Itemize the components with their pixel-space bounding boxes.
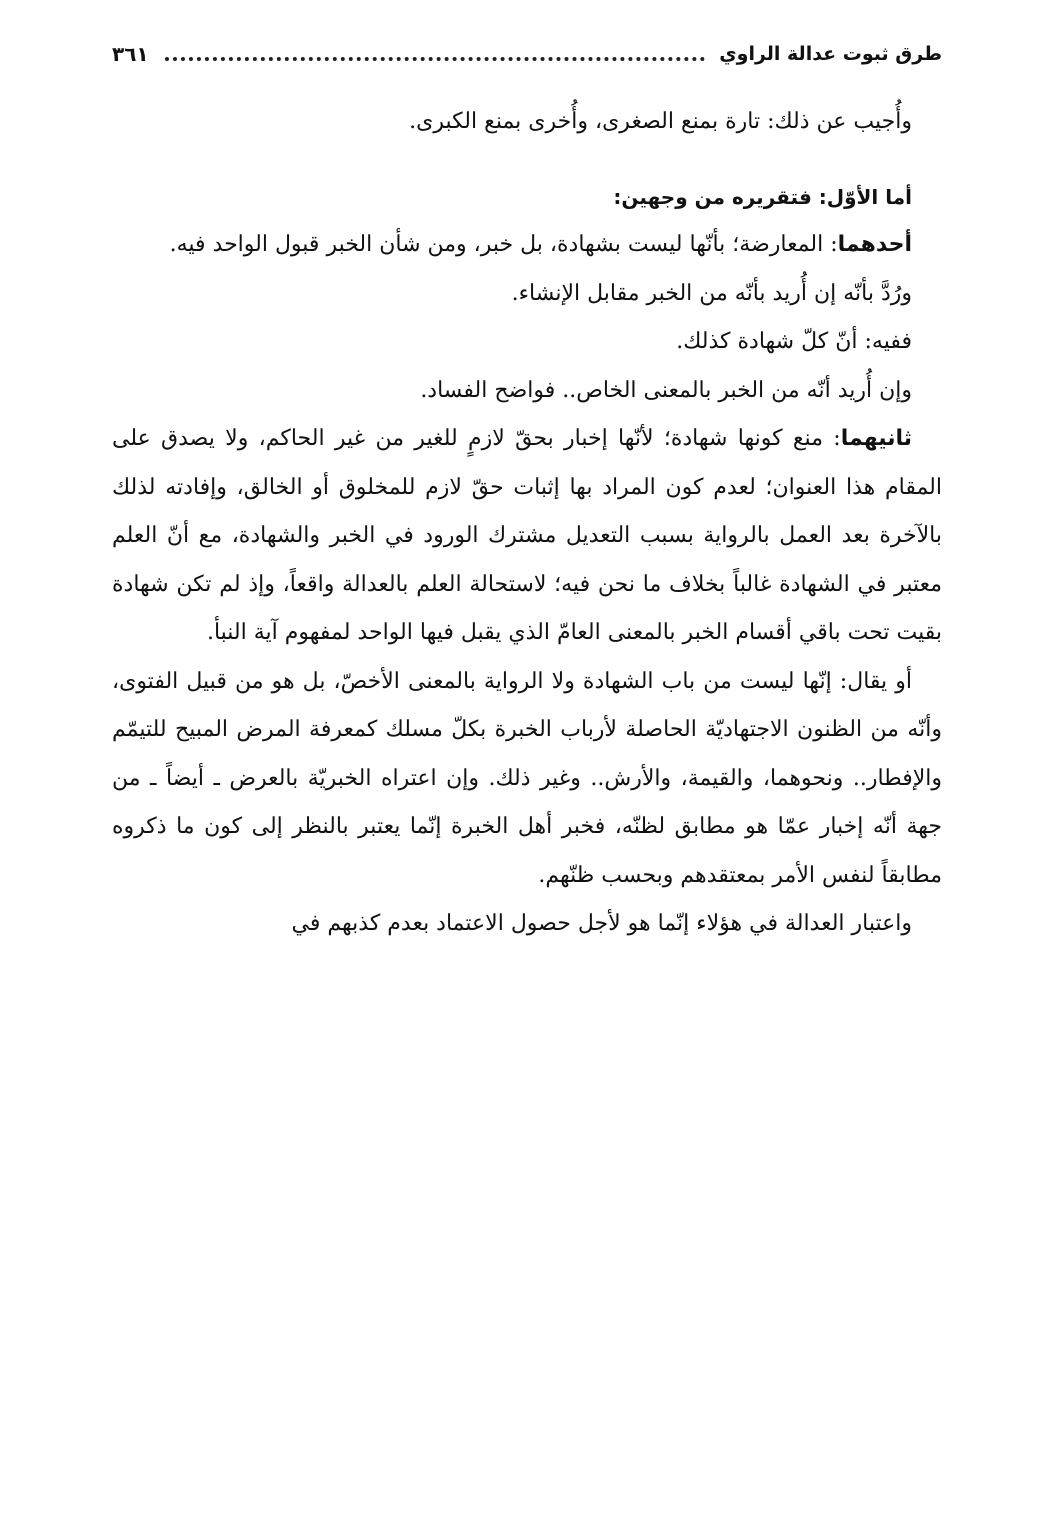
- leader-dots: [165, 57, 706, 61]
- book-page: [112, 28, 942, 1498]
- paragraph-first-point: [112, 221, 942, 270]
- paragraph-second-point: [112, 415, 942, 658]
- paragraph-lead-word: ثانيهما: [840, 426, 912, 451]
- running-head: [112, 28, 942, 80]
- paragraph-answer: وأُجيب عن ذلك: تارة بمنع الصغرى، وأُخرى بمنع الكبرى.: [409, 109, 912, 134]
- paragraph-continuation: واعتبار العدالة في هؤلاء إنّما هو لأجل حصول الاعتماد بعدم كذبهم في: [291, 911, 912, 936]
- paragraph-rebuttal-1: ففيه: أنّ كلّ شهادة كذلك.: [676, 329, 912, 354]
- paragraph-alternative: أو يقال: إنّها ليست من باب الشهادة ولا الرواية بالمعنى الأخصّ، بل هو من قبيل الفتوى، وأنّه من الظنون الاجتهاديّة الحاصلة لأرباب الخبرة بكلّ مسلك كمعرفة المرض المبيح للتيمّم والإفطار.. ونحوهما، والقيمة، والأرش.. وغير ذلك. وإن اعتراه الخبريّة بالعرض ـ أيضاً ـ من جهة أنّه إخبار عمّا هو مطابق لظنّه، فخبر أهل الخبرة إنّما يعتبر بالنظر إلى كون ما ذكروه مطابقاً لنفس الأمر بمعتقدهم وبحسب ظنّهم.: [112, 668, 942, 888]
- section-heading: أما الأوّل: فتقريره من وجهين:: [613, 184, 912, 209]
- paragraph-rebuttal: ورُدَّ بأنّه إن أُريد بأنّه من الخبر مقابل الإنشاء.: [511, 280, 912, 306]
- paragraph-text: : المعارضة؛ بأنّها ليست بشهادة، بل خبر، ومن شأن الخبر قبول الواحد فيه.: [169, 232, 838, 257]
- page-number: ٣٦١: [112, 42, 149, 66]
- body-text: [112, 98, 942, 949]
- paragraph-text: : منع كونها شهادة؛ لأنّها إخبار بحقّ لازمٍ للغير من غير الحاكم، ولا يصدق على المقام هذا العنوان؛ لعدم كون المراد بها إثبات حقّ لازم للمخلوق أو الخالق، وإفادته لذلك بالآخرة بعد العمل بالرواية بسبب التعديل مشترك الورود في الخبر والشهادة، مع أنّ العلم معتبر في الشهادة غالباً بخلاف ما نحن فيه؛ لاستحالة العلم بالعدالة واقعاً، وإذ لم تكن شهادة بقيت تحت باقي أقسام الخبر بالمعنى العامّ الذي يقبل فيها الواحد لمفهوم آية النبأ.: [112, 426, 942, 645]
- paragraph-rebuttal-2: وإن أُريد أنّه من الخبر بالمعنى الخاص.. فواضح الفساد.: [420, 377, 912, 403]
- running-head-title: طرق ثبوت عدالة الراوي: [719, 43, 942, 65]
- paragraph-gap: [112, 147, 942, 173]
- paragraph-lead-word: أحدهما: [837, 232, 912, 257]
